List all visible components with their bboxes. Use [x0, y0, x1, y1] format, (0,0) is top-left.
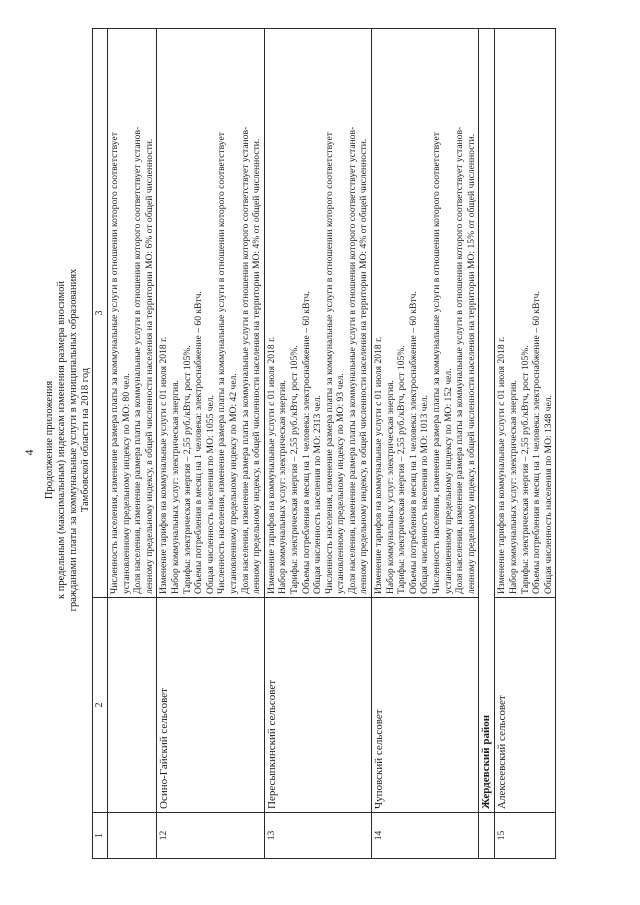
text-line: Доля населения, изменение размера платы за коммунальные услуги в отношении которого соответствует установ- — [239, 126, 251, 594]
header-line-4: Тамбовской области на 2018 год — [80, 367, 91, 513]
column-number-3: 3 — [93, 29, 108, 598]
municipality-name: Осино-Гайский сельсовет — [157, 598, 264, 813]
text-line: Объемы потребления в месяц на 1 человека: электроснабжение – 60 кВтч. — [407, 291, 419, 594]
row-text-cell — [372, 29, 479, 598]
text-line: Доля населения, изменение размера платы за коммунальные услуги в отношении которого соответствует установ- — [454, 126, 466, 594]
text-line: установленному предельному индексу по МО: 93 чел. — [335, 373, 347, 594]
table-column-numbers-row — [93, 29, 108, 859]
text-line: Численность населения, изменение размера платы за коммунальные услуги в отношении которого соответствует — [323, 132, 335, 594]
municipality-name: Пересыпкинский сельсовет — [264, 598, 371, 813]
row-number: 12 — [157, 813, 264, 859]
header-line-2: к предельным (максимальным) индексам изменения размера вносимой — [56, 280, 67, 600]
text-line: Общая численность населения по МО: 1348 чел. — [542, 395, 554, 594]
row-number-cell — [479, 813, 495, 859]
text-line: установленному предельному индексу по МО: 152 чел. — [442, 368, 454, 594]
table-row-14 — [372, 29, 479, 859]
row-name-cell — [108, 598, 157, 813]
text-line: ленному предельному индексу, в общей численности населения на территории МО: 6% от общей численности. — [143, 138, 155, 594]
table-row-district — [479, 29, 495, 859]
text-line: Набор коммунальных услуг: электрическая энергия. — [384, 380, 396, 594]
text-line: Численность населения, изменение размера платы за коммунальные услуги в отношении которого соответствует — [109, 132, 120, 594]
district-name: Жердевский район — [479, 29, 495, 813]
row-text-cell — [495, 29, 556, 598]
tariff-table — [92, 28, 556, 859]
text-line: Общая численность населения по МО: 2313 чел. — [312, 395, 324, 594]
text-line: ленному предельному индексу, в общей численности населения на территории МО: 4% от общей численности. — [251, 138, 263, 594]
page-number: 4 — [22, 449, 36, 456]
text-line: Численность населения, изменение размера платы за коммунальные услуги в отношении которого соответствует — [431, 132, 443, 594]
text-line: установленному предельному индексу по МО: 42 чел. — [227, 373, 239, 594]
text-line: Доля населения, изменение размера платы за коммунальные услуги в отношении которого соответствует установ- — [132, 126, 144, 594]
text-line: Объемы потребления в месяц на 1 человека: электроснабжение – 60 кВтч. — [300, 291, 312, 594]
text-line: Изменение тарифов на коммунальные услуги с 01 июля 2018 г. — [373, 336, 385, 594]
row-number-cell — [108, 813, 157, 859]
text-line: ленному предельному индексу, в общей численности населения на территории МО: 15% от общей численности. — [465, 133, 477, 594]
municipality-name: Алексеевский сельсовет — [495, 598, 556, 813]
text-line: Общая численность населения по МО: 1013 чел. — [419, 395, 431, 594]
text-line: Набор коммунальных услуг: электрическая энергия. — [508, 380, 519, 594]
table-row-12 — [157, 29, 264, 859]
text-line: Тарифы: электрическая энергия – 2,55 руб./кВтч, рост 105%. — [288, 345, 300, 594]
text-line: Изменение тарифов на коммунальные услуги с 01 июля 2018 г. — [496, 336, 508, 594]
header-line-3: гражданами платы за коммунальные услуги в муниципальных образованиях — [68, 268, 79, 612]
row-number: 13 — [264, 813, 371, 859]
document-header — [44, 95, 92, 785]
column-number-2: 2 — [93, 598, 108, 813]
text-line: Изменение тарифов на коммунальные услуги с 01 июля 2018 г. — [265, 336, 277, 594]
row-number: 15 — [495, 813, 556, 859]
text-line: Численность населения, изменение размера платы за коммунальные услуги в отношении которого соответствует — [216, 132, 228, 594]
text-line: Изменение тарифов на коммунальные услуги с 01 июля 2018 г. — [158, 336, 170, 594]
text-line: ленному предельному индексу, в общей численности населения на территории МО: 4% от общей численности. — [358, 138, 370, 594]
text-line: Набор коммунальных услуг: электрическая энергия. — [277, 380, 289, 594]
table-row-13 — [264, 29, 371, 859]
text-line: Тарифы: электрическая энергия – 2,55 руб./кВтч, рост 105%. — [396, 345, 408, 594]
text-line: Объемы потребления в месяц на 1 человека: электроснабжение – 60 кВтч. — [531, 291, 543, 594]
row-text-cell — [264, 29, 371, 598]
municipality-name: Чуповский сельсовет — [372, 598, 479, 813]
text-line: Тарифы: электрическая энергия – 2,55 руб./кВтч, рост 105%. — [181, 345, 193, 594]
row-number: 14 — [372, 813, 479, 859]
text-line: Доля населения, изменение размера платы за коммунальные услуги в отношении которого соответствует установ- — [346, 126, 358, 594]
text-line: Набор коммунальных услуг: электрическая энергия. — [169, 380, 181, 594]
text-line: установленному предельному индексу по МО: 80 чел. — [120, 373, 132, 594]
header-line-1: Продолжение приложения — [44, 380, 55, 500]
text-line: Тарифы: электрическая энергия – 2,55 руб./кВтч, рост 105%. — [519, 345, 531, 594]
table-row-continuation — [108, 29, 157, 859]
text-line: Объемы потребления в месяц на 1 человека: электроснабжение – 60 кВтч. — [193, 291, 205, 594]
row-text-cell — [108, 29, 157, 598]
column-number-1: 1 — [93, 813, 108, 859]
text-line: Общая численность населения по МО: 1055 чел. — [204, 395, 216, 594]
row-text-cell — [157, 29, 264, 598]
table-row-15 — [495, 29, 556, 859]
